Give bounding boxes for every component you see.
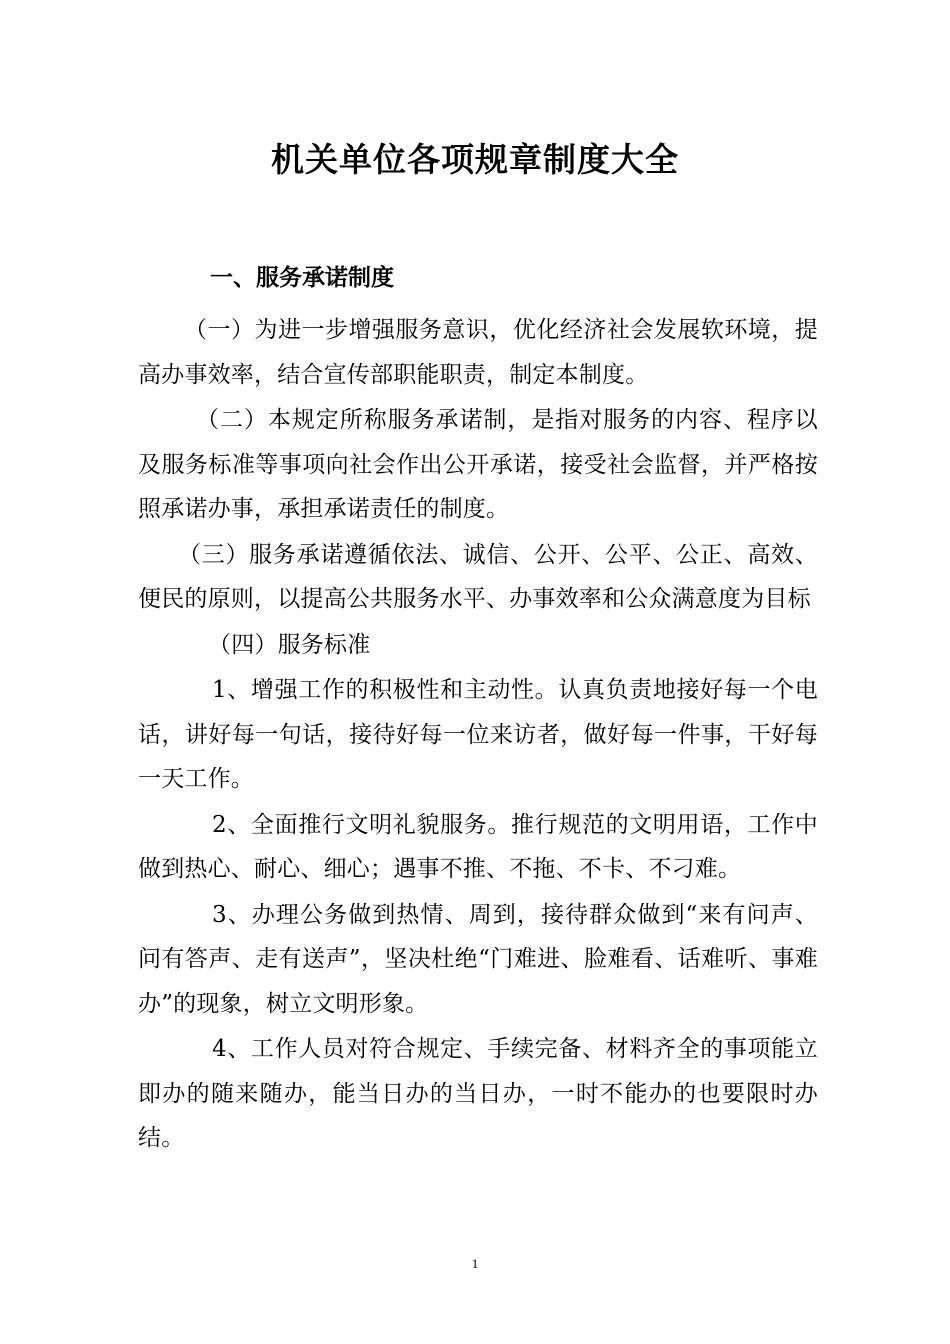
paragraph-7: 3、办理公务做到热情、周到，接待群众做到“来有问声、问有答声、走有送声”，坚决杜绝“门难进、脸难看、话难听、事难办”的现象，树立文明形象。 (138, 901, 818, 1017)
section-heading: 一、服务承诺制度 (210, 265, 394, 291)
paragraph-1: （一）为进一步增强服务意识，优化经济社会发展软环境，提高办事效率，结合宣传部职能职责，制定本制度。 (138, 317, 818, 388)
paragraph-4: （四）服务标准 (208, 631, 371, 658)
document-body (138, 308, 818, 1162)
paragraph-6: 2、全面推行文明礼貌服务。推行规范的文明用语，工作中做到热心、耐心、细心；遇事不推、不拖、不卡、不刁难。 (138, 811, 818, 882)
page-number: 1 (471, 1256, 479, 1271)
document-title: 机关单位各项规章制度大全 (271, 140, 679, 179)
paragraph-3: （三）服务承诺遵循依法、诚信、公开、公平、公正、高效、便民的原则，以提高公共服务水平、办事效率和公众满意度为目标 (138, 541, 818, 612)
paragraph-8: 4、工作人员对符合规定、手续完备、材料齐全的事项能立即办的随来随办，能当日办的当日办，一时不能办的也要限时办结。 (138, 1036, 818, 1151)
paragraph-2: （二）本规定所称服务承诺制，是指对服务的内容、程序以及服务标准等事项向社会作出公开承诺，接受社会监督，并严格按照承诺办事，承担承诺责任的制度。 (138, 407, 818, 522)
paragraph-5: 1、增强工作的积极性和主动性。认真负责地接好每一个电话，讲好每一句话，接待好每一位来访者，做好每一件事，干好每一天工作。 (138, 677, 818, 792)
